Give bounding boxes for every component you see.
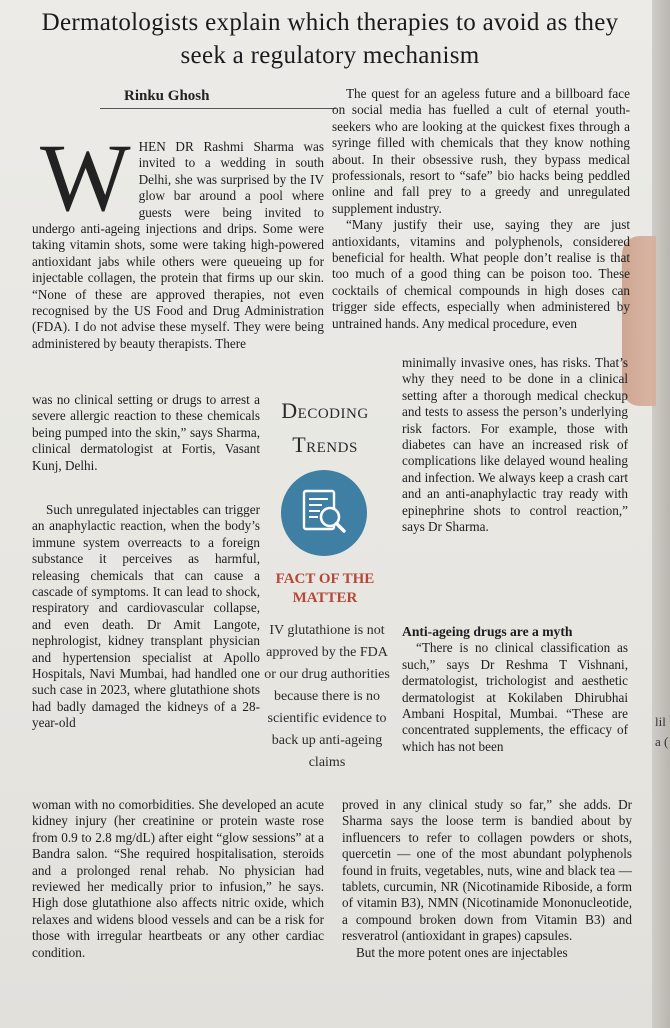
page-edge xyxy=(652,0,670,1028)
headline: Dermatologists explain which therapies to avoid as they seek a regulatory mechanism xyxy=(41,9,619,69)
byline: Rinku Ghosh xyxy=(100,88,336,109)
right-paragraph-2: “Many justify their use, saying they are just antioxidants, vitamins and polyphenols, considered beneficial for health. What people don’t realise is that too much of a good thing can be poison too. These cocktails of chemical compounds in high doses can trigger side effects, especially when administered by untrained hands. Any medical procedure, even xyxy=(332,217,630,331)
left-paragraph-2b: woman with no comorbidities. She developed an acute kidney injury (her creatinine or protein waste rose from 0.9 to 2.8 mg/dL) after eight “glow sessions” at a Bandra salon. “She required hospitalisation, steroids and a prolonged renal rehab. No physician had reviewed her medically prior to infusion,” he says. High dose glutathione also affects nitric oxide, which relaxes and widens blood vessels and can be a risk for those with irregular heartbeats or any other cardiac condition. xyxy=(32,797,324,960)
right-paragraph-2b: minimally invasive ones, has risks. That’s why they need to be done in a clinical setting after a thorough medical checkup and tests to assess the person’s underlying risk factors. For example, those with diabetes can have an increased risk of complications like delayed wound healing and infection. We always keep a crash cart and an anti-anaphylactic tray ready with epinephrine shots to control reaction,” says Dr Sharma. xyxy=(402,355,628,535)
right-paragraph-3b: proved in any clinical study so far,” she adds. Dr Sharma says the loose term is bandied about by influencers to refer to collagen powders or shots, quercetin — one of the most abundant polyphenols found in fruits, vegetables, nuts, wine and black tea — tablets, curcumin, NR (Nicotinamide Riboside, a form of vitamin B3), NMN (Nicotinamide Mononucleotide, a compound broken down from Vitamin B3) and resveratrol (antioxidant in grapes) capsules. xyxy=(342,797,632,944)
kicker-line-1: Decoding xyxy=(281,398,369,423)
right-column-top xyxy=(332,86,630,332)
fact-of-the-matter-body: IV glutathione is not approved by the FDA or our drug authorities because there is no scientific evidence to back up anti-ageing claims xyxy=(264,623,390,770)
document-search-icon xyxy=(281,470,367,556)
left-paragraph-2: Such unregulated injectables can trigger an anaphylactic reaction, when the body’s immune system overreacts to a foreign substance it perceives as harmful, releasing chemicals that can cause a cascade of symptoms. It can lead to shock, respiratory and cardiovascular collapse, and even death. Dr Amit Langote, nephrologist, kidney transplant physician and hypertension specialist at Apollo Hospitals, Navi Mumbai, had handled one such case in 2023, where glutathione shots had badly damaged the kidneys of a 28-year-old xyxy=(32,502,260,731)
left-paragraph-1b: was no clinical setting or drugs to arrest a severe allergic reaction to these chemicals being pumped into the skin,” says Sharma, clinical dermatologist at Fortis, Vasant Kunj, Delhi. xyxy=(32,392,260,473)
right-paragraph-4: But the more potent ones are injectables xyxy=(356,944,568,960)
left-paragraph-1: HEN DR Rashmi Sharma was invited to a wedding in south Delhi, she was surprised by the IV glow bar around a pool where guests were being invited to undergo anti-ageing injections and drips. Some were taking vitamin shots, some were taking high-powered antioxidant jabs while others were queueing up for injectable collagen, the protein that firms up our skin. “None of these are approved therapies, not even recognised by the US Food and Drug Administration (FDA). I do not advise these myself. They were being administered by beauty therapists. There xyxy=(32,139,324,351)
dropcap: W xyxy=(40,124,131,231)
decoding-trends-kicker xyxy=(255,394,395,462)
right-paragraph-3: “There is no clinical classification as such,” says Dr Reshma T Vishnani, dermatologist, trichologist and aesthetic dermatologist at Kokilaben Dhirubhai Ambani Hospital, Mumbai. “These are concentrated supplements, the efficacy of which has not been xyxy=(402,640,628,754)
adjacent-column-fragment: lil a ( xyxy=(655,714,669,749)
fact-of-the-matter-title: FACT OF THE MATTER xyxy=(275,571,375,606)
right-lower-block xyxy=(402,624,628,755)
kicker-line-2: Trends xyxy=(292,432,358,457)
right-bottom-block xyxy=(342,797,632,961)
subhead: Anti-ageing drugs are a myth xyxy=(402,624,573,639)
right-paragraph-1: The quest for an ageless future and a billboard face on social media has fuelled a cult of eternal youth-seekers who are looking at the quickest fixes through a syringe filled with chemicals that they know nothing about. In their obsessive rush, they bypass medical professionals, resort to “safe” bio hacks being peddled online and fall prey to a greedy and unregulated supplement industry. xyxy=(332,86,630,216)
left-column-top xyxy=(32,124,324,352)
